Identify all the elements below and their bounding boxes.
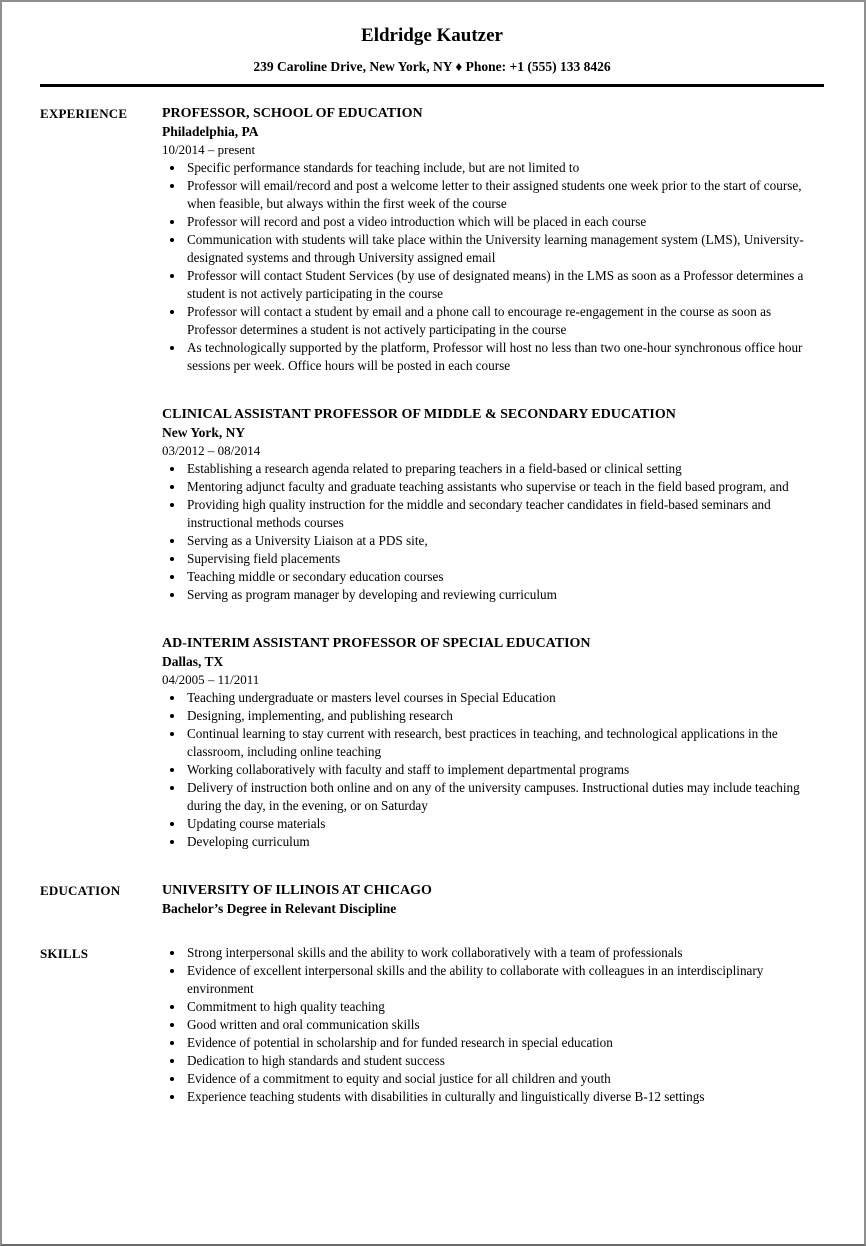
bullet-item: • Mentoring adjunct faculty and graduate teaching assistants who supervise or teach in the field based program, and xyxy=(185,478,824,496)
job-entry xyxy=(162,405,824,604)
job-title: AD-INTERIM ASSISTANT PROFESSOR OF SPECIAL EDUCATION xyxy=(162,636,591,651)
section-label-experience: EXPERIENCE xyxy=(40,106,128,121)
section-skills xyxy=(40,944,824,1106)
bullet-item: • Professor will contact Student Services (by use of designated means) in the LMS as soon as a Professor determines a student is not actively participating in the course xyxy=(185,267,824,303)
bullet-item: • Commitment to high quality teaching xyxy=(185,998,824,1016)
bullet-item: • Continual learning to stay current with research, best practices in teaching, and technological applications in the classroom, including online teaching xyxy=(185,725,824,761)
job-location: Philadelphia, PA xyxy=(162,124,259,139)
person-name: Eldridge Kautzer xyxy=(361,25,503,46)
bullet-item: • Strong interpersonal skills and the ability to work collaboratively with a team of professionals xyxy=(185,944,824,962)
bullet-item: • As technologically supported by the platform, Professor will host no less than two one-hour synchronous office hour sessions per week. Office hours will be posted in each course xyxy=(185,339,824,375)
section-label-skills: SKILLS xyxy=(40,946,89,961)
bullet-list xyxy=(162,944,824,1106)
job-dates: 04/2005 – 11/2011 xyxy=(162,672,260,687)
bullet-list xyxy=(162,159,824,375)
bullet-item: • Working collaboratively with faculty and staff to implement departmental programs xyxy=(185,761,824,779)
bullet-item: • Establishing a research agenda related to preparing teachers in a field-based or clinical setting xyxy=(185,460,824,478)
job-entry xyxy=(162,634,824,851)
bullet-item: • Evidence of potential in scholarship and for funded research in special education xyxy=(185,1034,824,1052)
job-dates: 03/2012 – 08/2014 xyxy=(162,443,261,458)
section-label-education: EDUCATION xyxy=(40,883,121,898)
experience-jobs xyxy=(162,104,824,851)
bullet-item: • Professor will email/record and post a welcome letter to their assigned students one week prior to the start of course, when feasible, but always within the first week of the course xyxy=(185,177,824,213)
job-location: New York, NY xyxy=(162,425,246,440)
bullet-item: • Serving as a University Liaison at a PDS site, xyxy=(185,532,824,550)
section-experience xyxy=(40,104,824,851)
bullet-item: • Professor will record and post a video introduction which will be placed in each course xyxy=(185,213,824,231)
bullet-item: • Teaching middle or secondary education courses xyxy=(185,568,824,586)
bullet-item: • Developing curriculum xyxy=(185,833,824,851)
bullet-list xyxy=(162,460,824,604)
job-dates: 10/2014 – present xyxy=(162,142,256,157)
bullet-item: • Dedication to high standards and student success xyxy=(185,1052,824,1070)
bullet-item: • Serving as program manager by developing and reviewing curriculum xyxy=(185,586,824,604)
bullet-item: • Experience teaching students with disabilities in culturally and linguistically diverse B-12 settings xyxy=(185,1088,824,1106)
bullet-item: • Designing, implementing, and publishing research xyxy=(185,707,824,725)
education-school: UNIVERSITY OF ILLINOIS AT CHICAGO xyxy=(162,883,432,898)
bullet-item: • Supervising field placements xyxy=(185,550,824,568)
bullet-item: • Specific performance standards for teaching include, but are not limited to xyxy=(185,159,824,177)
bullet-item: • Evidence of a commitment to equity and social justice for all children and youth xyxy=(185,1070,824,1088)
bullet-item: • Updating course materials xyxy=(185,815,824,833)
job-title: PROFESSOR, SCHOOL OF EDUCATION xyxy=(162,106,423,121)
bullet-item: • Providing high quality instruction for the middle and secondary teacher candidates in field-based seminars and instructional methods courses xyxy=(185,496,824,532)
bullet-item: • Good written and oral communication skills xyxy=(185,1016,824,1034)
bullet-item: • Delivery of instruction both online and on any of the university campuses. Instructional duties may include teaching during the day, in the evening, or on Saturday xyxy=(185,779,824,815)
bullet-list xyxy=(162,689,824,851)
bullet-item: • Teaching undergraduate or masters level courses in Special Education xyxy=(185,689,824,707)
bullet-item: • Evidence of excellent interpersonal skills and the ability to collaborate with colleagues in an interdisciplinary environment xyxy=(185,962,824,998)
skills-body xyxy=(162,944,824,1106)
bullet-item: • Professor will contact a student by email and a phone call to encourage re-engagement in the course as soon as Professor determines a student is not actively participating in the course xyxy=(185,303,824,339)
header-rule xyxy=(40,84,824,87)
education-degree: Bachelor’s Degree in Relevant Discipline xyxy=(162,901,397,916)
job-title: CLINICAL ASSISTANT PROFESSOR OF MIDDLE & SECONDARY EDUCATION xyxy=(162,407,676,422)
job-location: Dallas, TX xyxy=(162,654,224,669)
bullet-item: • Communication with students will take place within the University learning management system (LMS), University-designated systems and through University assigned email xyxy=(185,231,824,267)
contact-line: 239 Caroline Drive, New York, NY ♦ Phone: +1 (555) 133 8426 xyxy=(253,59,611,74)
job-entry xyxy=(162,104,824,375)
section-education xyxy=(40,881,824,918)
